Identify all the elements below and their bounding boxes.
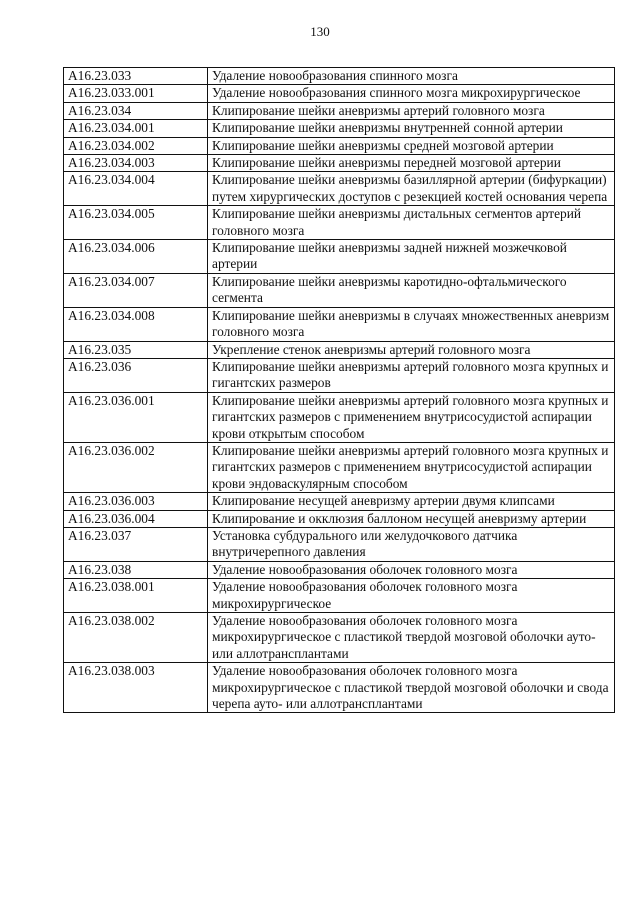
service-code-cell: A16.23.034.008 bbox=[64, 307, 208, 341]
service-name-cell: Клипирование шейки аневризмы средней мозговой артерии bbox=[208, 137, 615, 154]
service-name-cell: Клипирование шейки аневризмы артерий головного мозга bbox=[208, 102, 615, 119]
table-row bbox=[64, 102, 615, 119]
service-code-cell: A16.23.037 bbox=[64, 527, 208, 561]
table-row bbox=[64, 240, 615, 274]
table-row bbox=[64, 358, 615, 392]
table-row bbox=[64, 206, 615, 240]
page-number: 130 bbox=[310, 24, 330, 39]
table-row bbox=[64, 85, 615, 102]
table-row bbox=[64, 172, 615, 206]
service-code-cell: A16.23.034.004 bbox=[64, 172, 208, 206]
services-table bbox=[63, 67, 615, 713]
services-table-body bbox=[64, 68, 615, 713]
service-code-cell: A16.23.036.001 bbox=[64, 392, 208, 442]
service-code-cell: A16.23.034.003 bbox=[64, 155, 208, 172]
service-code-cell: A16.23.033 bbox=[64, 68, 208, 85]
table-row bbox=[64, 561, 615, 578]
service-code-cell: A16.23.034.006 bbox=[64, 240, 208, 274]
service-name-cell: Клипирование шейки аневризмы артерий головного мозга крупных и гигантских размеров с применением внутрисосудистой аспирации крови открытым способом bbox=[208, 392, 615, 442]
service-name-cell: Укрепление стенок аневризмы артерий головного мозга bbox=[208, 341, 615, 358]
service-name-cell: Клипирование шейки аневризмы дистальных сегментов артерий головного мозга bbox=[208, 206, 615, 240]
service-code-cell: A16.23.034.002 bbox=[64, 137, 208, 154]
service-name-cell: Удаление новообразования оболочек головного мозга микрохирургическое с пластикой твердой мозговой оболочки ауто- или аллотрансплантами bbox=[208, 613, 615, 663]
table-row bbox=[64, 137, 615, 154]
table-row bbox=[64, 155, 615, 172]
table-row bbox=[64, 527, 615, 561]
service-name-cell: Клипирование шейки аневризмы артерий головного мозга крупных и гигантских размеров bbox=[208, 358, 615, 392]
service-code-cell: A16.23.034 bbox=[64, 102, 208, 119]
service-code-cell: A16.23.033.001 bbox=[64, 85, 208, 102]
service-name-cell: Клипирование несущей аневризму артерии двумя клипсами bbox=[208, 493, 615, 510]
service-name-cell: Клипирование шейки аневризмы артерий головного мозга крупных и гигантских размеров с применением внутрисосудистой аспирации крови эндоваскулярным способом bbox=[208, 442, 615, 492]
service-name-cell: Удаление новообразования оболочек головного мозга bbox=[208, 561, 615, 578]
service-code-cell: A16.23.036.002 bbox=[64, 442, 208, 492]
service-name-cell: Клипирование шейки аневризмы внутренней сонной артерии bbox=[208, 120, 615, 137]
service-code-cell: A16.23.034.005 bbox=[64, 206, 208, 240]
table-row bbox=[64, 68, 615, 85]
service-name-cell: Клипирование шейки аневризмы передней мозговой артерии bbox=[208, 155, 615, 172]
table-row bbox=[64, 493, 615, 510]
table-row bbox=[64, 273, 615, 307]
service-name-cell: Клипирование шейки аневризмы задней нижней мозжечковой артерии bbox=[208, 240, 615, 274]
service-code-cell: A16.23.038.002 bbox=[64, 613, 208, 663]
service-name-cell: Удаление новообразования спинного мозга микрохирургическое bbox=[208, 85, 615, 102]
service-name-cell: Удаление новообразования оболочек головного мозга микрохирургическое с пластикой твердой мозговой оболочки и свода черепа ауто- или аллотрансплантами bbox=[208, 663, 615, 713]
service-name-cell: Удаление новообразования оболочек головного мозга микрохирургическое bbox=[208, 579, 615, 613]
service-code-cell: A16.23.036 bbox=[64, 358, 208, 392]
service-code-cell: A16.23.038 bbox=[64, 561, 208, 578]
table-row bbox=[64, 663, 615, 713]
service-code-cell: A16.23.038.003 bbox=[64, 663, 208, 713]
table-row bbox=[64, 341, 615, 358]
table-row bbox=[64, 392, 615, 442]
service-code-cell: A16.23.038.001 bbox=[64, 579, 208, 613]
service-name-cell: Удаление новообразования спинного мозга bbox=[208, 68, 615, 85]
table-row bbox=[64, 613, 615, 663]
table-row bbox=[64, 307, 615, 341]
service-code-cell: A16.23.034.007 bbox=[64, 273, 208, 307]
service-code-cell: A16.23.036.003 bbox=[64, 493, 208, 510]
table-row bbox=[64, 442, 615, 492]
table-row bbox=[64, 579, 615, 613]
service-code-cell: A16.23.035 bbox=[64, 341, 208, 358]
table-row bbox=[64, 510, 615, 527]
table-row bbox=[64, 120, 615, 137]
service-name-cell: Клипирование шейки аневризмы в случаях множественных аневризм головного мозга bbox=[208, 307, 615, 341]
service-code-cell: A16.23.036.004 bbox=[64, 510, 208, 527]
service-name-cell: Клипирование и окклюзия баллоном несущей аневризму артерии bbox=[208, 510, 615, 527]
service-name-cell: Установка субдурального или желудочкового датчика внутричерепного давления bbox=[208, 527, 615, 561]
service-name-cell: Клипирование шейки аневризмы базиллярной артерии (бифуркации) путем хирургических доступов с резекцией костей основания черепа bbox=[208, 172, 615, 206]
service-name-cell: Клипирование шейки аневризмы каротидно-офтальмического сегмента bbox=[208, 273, 615, 307]
service-code-cell: A16.23.034.001 bbox=[64, 120, 208, 137]
